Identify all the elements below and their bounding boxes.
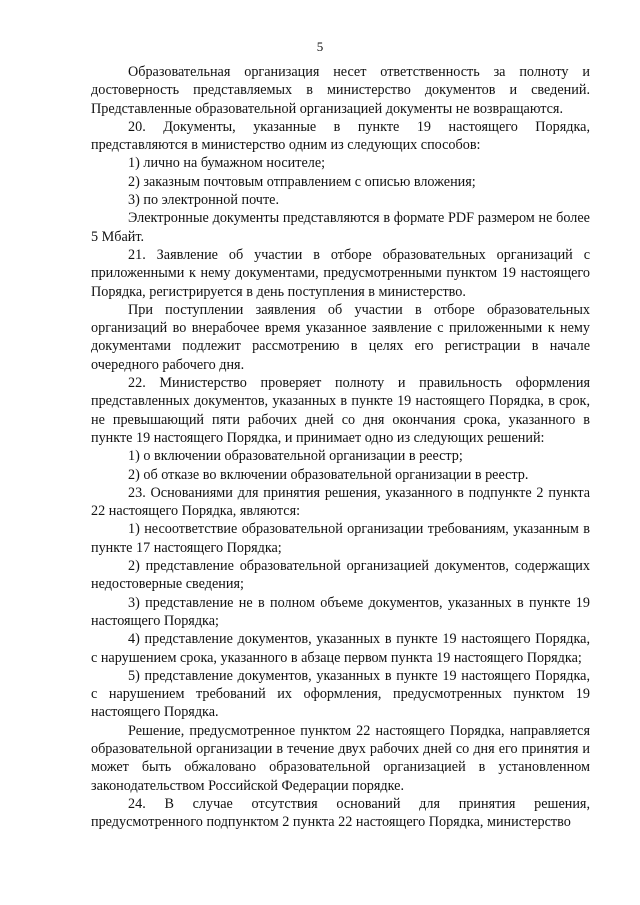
- paragraph-p9: 22. Министерство проверяет полноту и правильность оформления представленных документов, указанных в пункте 19 настоящего Порядка, в срок, не превышающий пяти рабочих дней со дня окончания срока, указанного в пункте 19 настоящего Порядка, и принимает одно из следующих решений:: [91, 375, 590, 446]
- paragraph-p14: 2) представление образовательной организацией документов, содержащих недостоверные сведения;: [91, 558, 590, 593]
- paragraph-p15: 3) представление не в полном объеме документов, указанных в пункте 19 настоящего Порядка;: [91, 594, 590, 629]
- paragraph-p8: При поступлении заявления об участии в отборе образовательных организаций во внерабочее время указанное заявление с приложенными к нему документами подлежит рассмотрению в целях его регистрации в начале очередного рабочего дня.: [91, 301, 590, 373]
- paragraph-p19: 24. В случае отсутствия оснований для принятия решения, предусмотренного подпунктом 2 пункта 22 настоящего Порядка, министерство: [91, 795, 590, 831]
- page-number: 5: [316, 39, 324, 54]
- document-body: [91, 63, 590, 831]
- paragraph-p13: 1) несоответствие образовательной организации требованиям, указанным в пункте 17 настоящего Порядка;: [91, 521, 590, 556]
- paragraph-p11: 2) об отказе во включении образовательной организации в реестр.: [128, 466, 529, 483]
- paragraph-p7: 21. Заявление об участии в отборе образовательных организаций с приложенными к нему документами, предусмотренными пунктом 19 настоящего Порядка, регистрируется в день поступления в министерство.: [91, 246, 590, 300]
- paragraph-p1: Образовательная организация несет ответственность за полноту и достоверность представляемых в министерство документов и сведений. Представленные образовательной организацией документы не возвращаются.: [91, 64, 590, 117]
- paragraph-p3: 1) лично на бумажном носителе;: [128, 155, 326, 172]
- paragraph-p16: 4) представление документов, указанных в пункте 19 настоящего Порядка, с нарушением срока, указанного в абзаце первом пункта 19 настоящего Порядка;: [91, 631, 590, 666]
- paragraph-p12: 23. Основаниями для принятия решения, указанного в подпункте 2 пункта 22 настоящего Порядка, являются:: [91, 484, 590, 520]
- paragraph-p4: 2) заказным почтовым отправлением с описью вложения;: [128, 173, 476, 190]
- paragraph-p18: Решение, предусмотренное пунктом 22 настоящего Порядка, направляется образовательной организации в течение двух рабочих дней со дня его принятия и может быть обжаловано образовательной организацией в установленном законодательством Российской Федерации порядке.: [91, 722, 590, 794]
- paragraph-p5: 3) по электронной почте.: [128, 192, 279, 209]
- paragraph-p6: Электронные документы представляются в формате PDF размером не более 5 Мбайт.: [91, 210, 590, 245]
- paragraph-p10: 1) о включении образовательной организации в реестр;: [128, 448, 463, 465]
- paragraph-p17: 5) представление документов, указанных в пункте 19 настоящего Порядка, с нарушением требований их оформления, предусмотренных пунктом 19 настоящего Порядка.: [91, 667, 590, 721]
- paragraph-p2: 20. Документы, указанные в пункте 19 настоящего Порядка, представляются в министерство одним из следующих способов:: [91, 118, 590, 154]
